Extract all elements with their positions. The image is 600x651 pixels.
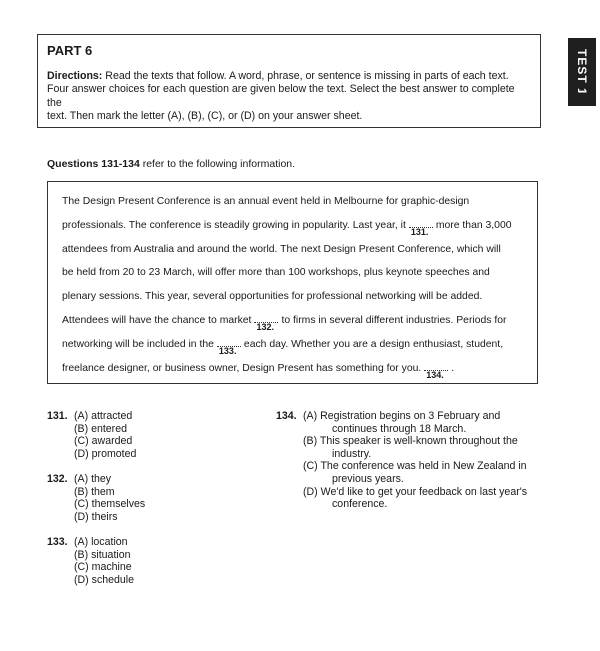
test-tab: TEST 1 bbox=[568, 38, 596, 106]
option-d[interactable]: (D) We'd like to get your feedback on last year's bbox=[303, 485, 528, 498]
question-number: 132. bbox=[47, 473, 68, 485]
question-131 bbox=[47, 410, 136, 460]
passage-line-4: be held from 20 to 23 March, will offer more than 100 workshops, plus keynote speeches and bbox=[62, 267, 490, 279]
questions-range: Questions 131-134 bbox=[47, 158, 140, 170]
option-c[interactable]: (C) awarded bbox=[74, 435, 133, 448]
directions-line-2: Four answer choices for each question are given below the text. Select the best answer to complete the bbox=[47, 83, 515, 109]
blank-131 bbox=[409, 218, 433, 237]
directions-line-1: Read the texts that follow. A word, phrase, or sentence is missing in parts of each text. bbox=[105, 70, 509, 82]
option-d[interactable]: (D) schedule bbox=[74, 573, 135, 586]
option-a[interactable]: (A) location bbox=[74, 536, 128, 548]
passage-line-8b: . bbox=[451, 362, 455, 374]
option-d[interactable]: (D) theirs bbox=[74, 510, 118, 523]
option-c[interactable]: (C) The conference was held in New Zealand in bbox=[303, 460, 527, 473]
blank-134 bbox=[424, 361, 448, 380]
directions-box bbox=[37, 34, 541, 128]
question-number: 134. bbox=[276, 410, 297, 422]
passage-line-2 bbox=[62, 216, 523, 240]
option-b-continued[interactable]: industry. bbox=[332, 447, 372, 460]
option-c[interactable]: (C) machine bbox=[74, 561, 132, 574]
passage-line-5: plenary sessions. This year, several opportunities for professional networking will be added. bbox=[62, 291, 483, 303]
directions-text bbox=[47, 70, 531, 123]
passage-line-6a: Attendees will have the chance to market bbox=[62, 314, 252, 326]
passage-line-6b: to firms in several different industries. Periods for bbox=[281, 314, 507, 326]
passage-box bbox=[47, 181, 538, 384]
question-number: 133. bbox=[47, 536, 68, 548]
question-134 bbox=[276, 410, 527, 511]
passage-line-2a: professionals. The conference is steadily growing in popularity. Last year, it bbox=[62, 219, 406, 231]
blank-133 bbox=[217, 337, 241, 356]
passage-line-2b: more than 3,000 bbox=[435, 219, 512, 231]
question-133 bbox=[47, 536, 134, 586]
option-b[interactable]: (B) them bbox=[74, 485, 115, 498]
option-c-continued[interactable]: previous years. bbox=[332, 472, 404, 485]
passage-line-6 bbox=[62, 311, 523, 335]
blank-132 bbox=[254, 313, 278, 332]
passage-line-7 bbox=[62, 335, 523, 359]
passage-line-1: The Design Present Conference is an annual event held in Melbourne for graphic-design bbox=[62, 196, 470, 207]
option-b[interactable]: (B) entered bbox=[74, 422, 127, 435]
option-c[interactable]: (C) themselves bbox=[74, 498, 146, 511]
blank-134-number: 134. bbox=[426, 369, 444, 380]
questions-heading-rest: refer to the following information. bbox=[142, 158, 296, 170]
option-d[interactable]: (D) promoted bbox=[74, 447, 137, 460]
option-a[interactable]: (A) Registration begins on 3 February and bbox=[303, 410, 501, 422]
directions-line-3: text. Then mark the letter (A), (B), (C), or (D) on your answer sheet. bbox=[47, 109, 363, 122]
passage-line-3: attendees from Australia and around the world. The next Design Present Conference, which will bbox=[62, 243, 501, 255]
blank-131-number: 131. bbox=[410, 226, 429, 237]
option-a-continued[interactable]: continues through 18 March. bbox=[332, 422, 467, 435]
questions-heading bbox=[47, 158, 295, 170]
passage-line-7a: networking will be included in the bbox=[62, 338, 214, 350]
question-132 bbox=[47, 473, 145, 523]
blank-132-number: 132. bbox=[256, 321, 274, 332]
question-number: 131. bbox=[47, 410, 68, 422]
passage-line-8 bbox=[62, 359, 523, 383]
blank-133-number: 133. bbox=[218, 345, 237, 356]
option-a[interactable]: (A) they bbox=[74, 473, 112, 485]
option-a[interactable]: (A) attracted bbox=[74, 410, 133, 422]
directions-label: Directions: bbox=[47, 70, 103, 82]
option-d-continued[interactable]: conference. bbox=[332, 498, 388, 511]
option-b[interactable]: (B) This speaker is well-known throughout the bbox=[303, 435, 518, 448]
passage-line-7b: each day. Whether you are a design enthusiast, student, bbox=[243, 338, 504, 350]
option-b[interactable]: (B) situation bbox=[74, 548, 131, 561]
test-tab-notch bbox=[568, 84, 596, 106]
part-title: PART 6 bbox=[47, 43, 93, 58]
passage-line-8a: freelance designer, or business owner, Design Present has something for you. bbox=[62, 362, 422, 374]
